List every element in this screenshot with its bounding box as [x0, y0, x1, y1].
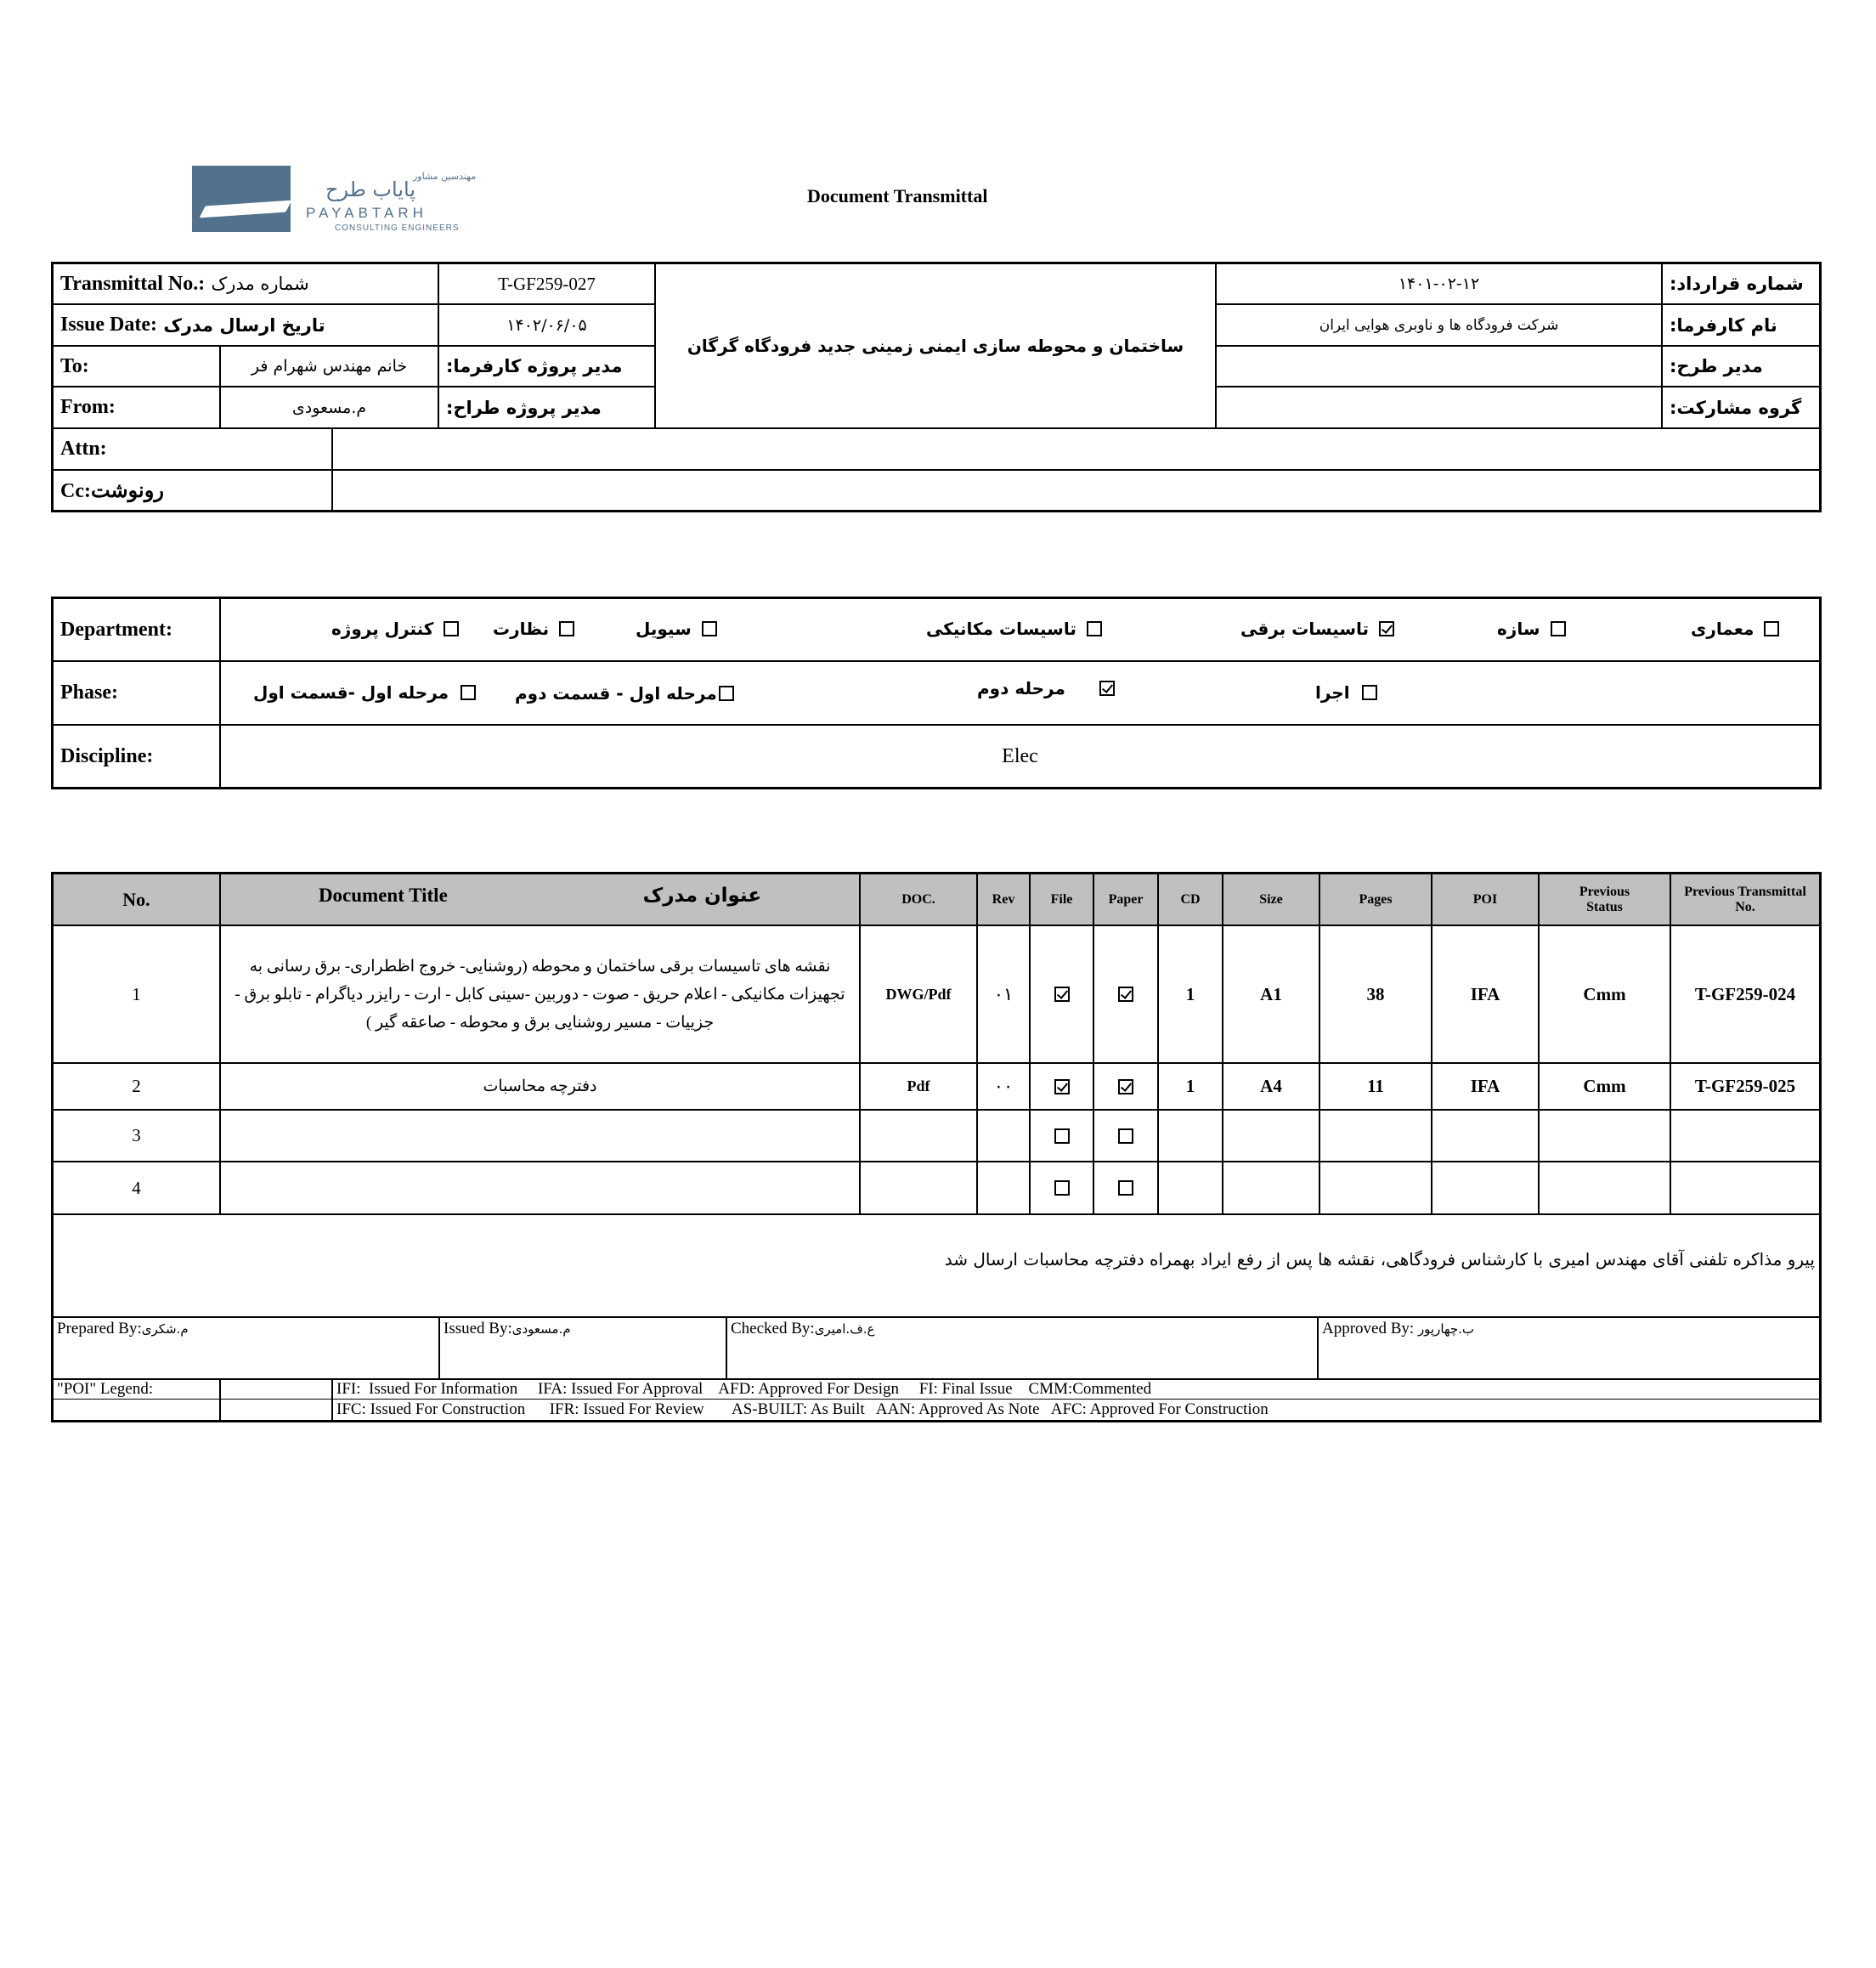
dept-option-supervision[interactable]: نظارت	[493, 616, 574, 642]
checkbox[interactable]	[1118, 1128, 1133, 1144]
designer-pm-label: مدیر پروژه طراح:	[446, 397, 602, 418]
checkbox[interactable]	[719, 686, 734, 701]
legend-line-1: IFI: Issued For Information IFA: Issued For Approval AFD: Approved For Design FI: Final Issue CMM:Commented	[336, 1380, 1152, 1398]
cell-no: 1	[132, 983, 141, 1004]
checkbox-checked[interactable]	[1379, 621, 1394, 636]
transmittal-no-label: Transmittal No.: شماره مدرک	[60, 272, 309, 295]
client-value: شرکت فرودگاه ها و ناوبری هوایی ایران	[1319, 316, 1559, 334]
issue-date-label: Issue Date: تاریخ ارسال مدرک	[60, 314, 325, 336]
col-header-file: File	[1050, 891, 1073, 907]
cell-title: نقشه های تاسیسات برقی ساختمان و محوطه (روشنایی- خروج اظطراری- برق رسانی به تجهیزات مکانیکی - اعلام حریق - صوت - دوربین -سینی کابل - ارت - رایزر دیاگرام - تابلو برق - جزییات - مسیر روشنایی برق و محوطه - صاعقه گیر )	[234, 957, 845, 1032]
col-header-size: Size	[1259, 891, 1283, 907]
cell-cd: 1	[1185, 1076, 1195, 1096]
cell-previous-transmittal: T-GF259-025	[1694, 1076, 1796, 1096]
cell-pages: 11	[1367, 1076, 1384, 1096]
col-header-previous-status: Previous Status	[1579, 884, 1630, 914]
col-header-poi: POI	[1472, 891, 1498, 907]
col-header-pages: Pages	[1359, 891, 1393, 907]
col-header-previous-transmittal: Previous Transmittal No.	[1684, 884, 1806, 914]
cc-label: Cc:رونوشت	[60, 479, 164, 502]
remarks-text: پیرو مذاکره تلفنی آقای مهندس امیری با کارشناس فرودگاهی، نقشه ها پس از رفع ایراد بهمراه دفترچه محاسبات ارسال شد	[944, 1249, 1815, 1270]
dept-option-structure[interactable]: سازه	[1497, 616, 1566, 642]
company-logo	[192, 166, 506, 235]
discipline-value: Elec	[1002, 744, 1038, 767]
checkbox-checked[interactable]	[1054, 1079, 1070, 1094]
phase-option-execution[interactable]: اجرا	[1315, 680, 1377, 705]
cell-file[interactable]	[1031, 926, 1093, 1062]
checkbox-checked[interactable]	[1099, 681, 1115, 696]
project-title: ساختمان و محوطه سازی ایمنی زمینی جدید فرودگاه گرگان	[687, 336, 1184, 356]
cell-size: A1	[1260, 983, 1282, 1004]
checkbox[interactable]	[1118, 1180, 1133, 1196]
checkbox[interactable]	[1362, 685, 1377, 700]
cell-previous-transmittal: T-GF259-024	[1694, 983, 1796, 1004]
contract-no-value: ۱۴۰۱-۰۲-۱۲	[1398, 274, 1480, 293]
checkbox[interactable]	[444, 621, 459, 636]
dept-option-project-control[interactable]: کنترل پروژه	[331, 616, 459, 642]
contract-no-label: شماره قرارداد:	[1670, 274, 1804, 294]
cell-no: 3	[132, 1125, 141, 1145]
cell-paper[interactable]	[1094, 926, 1157, 1062]
cell-previous-status: Cmm	[1583, 983, 1626, 1004]
cell-no: 4	[132, 1177, 141, 1198]
to-value: خانم مهندس شهرام فر	[251, 357, 408, 376]
phase-option-stage-one-part-one[interactable]: مرحله اول -قسمت اول	[253, 680, 476, 705]
design-manager-label: مدیر طرح:	[1670, 356, 1763, 376]
checkbox[interactable]	[1087, 621, 1102, 636]
phase-option-stage-two[interactable]: مرحله دوم	[977, 676, 1115, 701]
cell-size: A4	[1260, 1076, 1282, 1096]
cell-file[interactable]	[1031, 1162, 1093, 1213]
cell-poi: IFA	[1470, 1076, 1500, 1096]
checkbox-checked[interactable]	[1054, 987, 1070, 1002]
cell-cd: 1	[1185, 983, 1195, 1004]
checkbox[interactable]	[1551, 621, 1566, 636]
cell-file[interactable]	[1031, 1064, 1093, 1109]
checkbox[interactable]	[1054, 1128, 1070, 1144]
from-label: From:	[60, 396, 116, 418]
legend-label: "POI" Legend:	[57, 1380, 154, 1398]
page-title: Document Transmittal	[807, 185, 988, 206]
checkbox[interactable]	[559, 621, 574, 636]
cell-previous-status: Cmm	[1583, 1076, 1626, 1096]
cell-rev: ۰۱	[993, 983, 1014, 1004]
design-manager-value	[1217, 347, 1661, 386]
col-header-paper: Paper	[1108, 891, 1144, 907]
partnership-label: گروه مشارکت:	[1670, 397, 1802, 418]
cell-rev: ۰۰	[993, 1076, 1014, 1096]
cell-doc: DWG/Pdf	[885, 985, 952, 1003]
legend-line-2: IFC: Issued For Construction IFR: Issued For Review AS-BUILT: As Built AAN: Approved As Note AFC: Approved For Construction	[336, 1400, 1269, 1418]
cell-poi: IFA	[1470, 983, 1500, 1004]
col-header-cd: CD	[1180, 891, 1201, 907]
partnership-value	[1217, 387, 1661, 427]
dept-option-architecture[interactable]: معماری	[1691, 616, 1779, 642]
checkbox[interactable]	[1764, 621, 1779, 636]
dept-option-electrical[interactable]: تاسیسات برقی	[1240, 616, 1394, 642]
to-label: To:	[60, 354, 89, 377]
issued-by: Issued By:م.مسعودی	[444, 1320, 571, 1337]
dept-option-civil[interactable]: سیویل	[636, 616, 717, 642]
client-label: نام کارفرما:	[1670, 314, 1777, 336]
discipline-label: Discipline:	[60, 744, 154, 767]
attn-label: Attn:	[60, 438, 107, 460]
transmittal-no-value: T-GF259-027	[498, 273, 596, 294]
col-header-title: Document Title عنوان مدرک	[318, 885, 762, 907]
logo-fa-name: پایاب طرح	[325, 178, 416, 201]
cell-file[interactable]	[1031, 1111, 1093, 1161]
logo-en-name: PAYABTARH	[306, 205, 427, 221]
checkbox-checked[interactable]	[1118, 987, 1133, 1002]
checkbox[interactable]	[702, 621, 717, 636]
checkbox-checked[interactable]	[1118, 1079, 1133, 1094]
cell-pages: 38	[1366, 983, 1385, 1004]
dept-option-mechanical[interactable]: تاسیسات مکانیکی	[926, 616, 1102, 642]
department-label: Department:	[60, 618, 172, 641]
phase-option-stage-one-part-two[interactable]: مرحله اول - قسمت دوم	[515, 681, 734, 706]
checked-by: Checked By:ع.ف.امیری	[731, 1320, 875, 1337]
checkbox[interactable]	[461, 685, 476, 700]
checkbox[interactable]	[1054, 1180, 1070, 1196]
cell-no: 2	[132, 1076, 141, 1096]
issue-date-value: ۱۴۰۲/۰۶/۰۵	[506, 315, 587, 335]
approved-by: Approved By: ب.چهارپور	[1322, 1320, 1474, 1337]
from-value: م.مسعودی	[291, 398, 367, 417]
logo-fa-subtitle: مهندسین مشاور	[413, 171, 477, 182]
logo-en-subtitle: CONSULTING ENGINEERS	[335, 223, 460, 233]
cell-paper[interactable]	[1094, 1162, 1157, 1213]
phase-label: Phase:	[60, 681, 118, 704]
cell-paper[interactable]	[1094, 1064, 1157, 1109]
cell-title: دفترچه محاسبات	[483, 1077, 597, 1095]
logo-mark	[192, 166, 291, 232]
col-header-rev: Rev	[992, 891, 1015, 907]
prepared-by: Prepared By:م.شکری	[57, 1320, 189, 1337]
client-pm-label: مدیر پروژه کارفرما:	[446, 356, 623, 376]
cell-paper[interactable]	[1094, 1111, 1157, 1161]
col-header-no: No.	[122, 888, 150, 910]
col-header-doc: DOC.	[901, 891, 935, 907]
cell-doc: Pdf	[907, 1077, 930, 1094]
